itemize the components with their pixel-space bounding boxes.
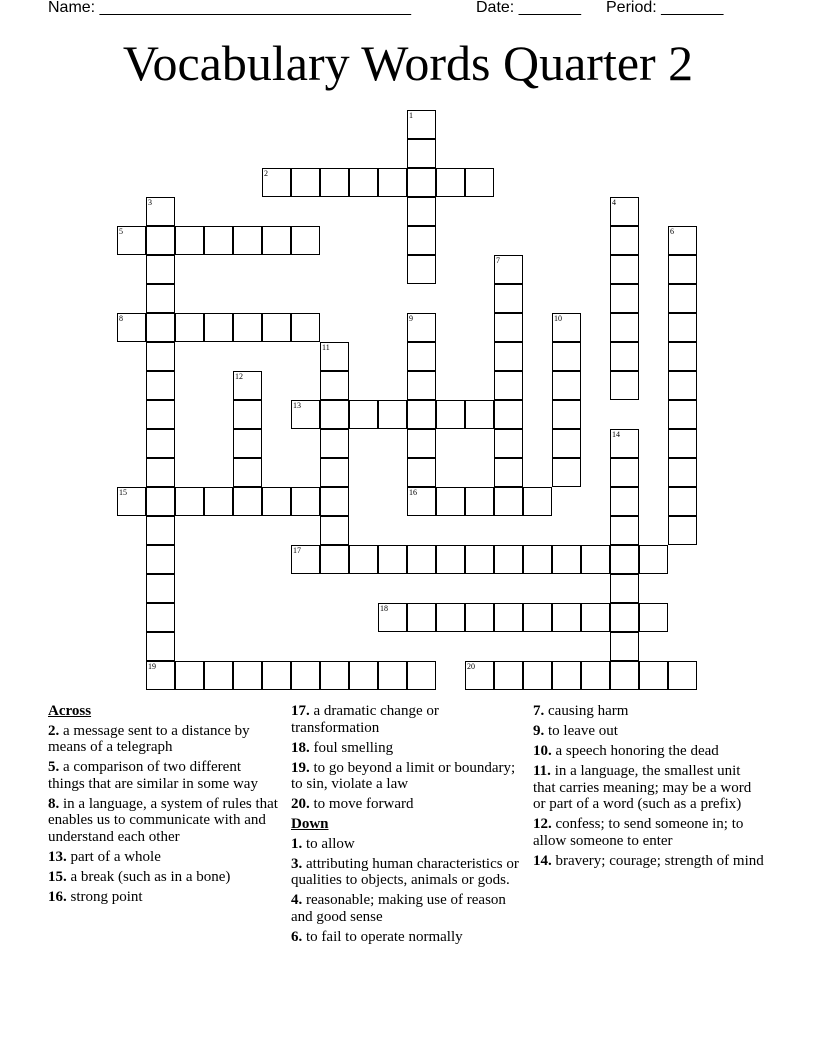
crossword-cell[interactable] <box>581 545 610 574</box>
crossword-cell[interactable] <box>494 487 523 516</box>
crossword-cell[interactable] <box>610 632 639 661</box>
crossword-cell[interactable] <box>233 661 262 690</box>
crossword-cell[interactable] <box>494 400 523 429</box>
crossword-cell[interactable] <box>668 516 697 545</box>
crossword-cell[interactable] <box>610 516 639 545</box>
crossword-cell[interactable] <box>233 458 262 487</box>
clue-number-label: 1 <box>409 111 413 120</box>
crossword-cell[interactable] <box>494 603 523 632</box>
clue-across-16: 16. strong point <box>48 888 143 905</box>
crossword-cell[interactable] <box>552 458 581 487</box>
crossword-cell[interactable] <box>204 226 233 255</box>
crossword-cell[interactable] <box>668 342 697 371</box>
crossword-cell[interactable] <box>610 458 639 487</box>
page-title: Vocabulary Words Quarter 2 <box>122 35 694 91</box>
clue-across-2: 2. a message sent to a distance by means of a telegraph <box>48 722 250 755</box>
crossword-cell[interactable] <box>262 487 291 516</box>
crossword-cell[interactable] <box>146 487 175 516</box>
crossword-cell[interactable] <box>523 661 552 690</box>
crossword-cell[interactable] <box>552 400 581 429</box>
crossword-cell[interactable] <box>175 313 204 342</box>
clue-number-label: 17 <box>293 546 301 555</box>
crossword-cell[interactable] <box>639 545 668 574</box>
crossword-cell[interactable] <box>668 313 697 342</box>
crossword-cell[interactable] <box>204 313 233 342</box>
crossword-cell[interactable] <box>262 313 291 342</box>
crossword-cell[interactable] <box>233 313 262 342</box>
crossword-cell[interactable] <box>233 429 262 458</box>
crossword-cell[interactable] <box>610 226 639 255</box>
clue-down-4: 4. reasonable; making use of reason and good sense <box>291 892 506 925</box>
crossword-cell[interactable] <box>668 661 697 690</box>
crossword-cell[interactable] <box>407 661 436 690</box>
crossword-cell[interactable] <box>146 458 175 487</box>
clue-across-18: 18. foul smelling <box>291 739 394 756</box>
crossword-cell[interactable] <box>494 284 523 313</box>
crossword-cell[interactable] <box>407 603 436 632</box>
crossword-cell[interactable] <box>407 429 436 458</box>
clue-down-3: 3. attributing human characteristics or qualities to objects, animals or gods. <box>291 855 519 888</box>
clues-column-1 <box>48 703 280 909</box>
crossword-cell[interactable] <box>291 661 320 690</box>
crossword-cell[interactable] <box>407 255 436 284</box>
crossword-cell[interactable] <box>610 487 639 516</box>
clue-across-5: 5. a comparison of two different things that are similar in some way <box>48 759 258 792</box>
clue-number-label: 2 <box>264 169 268 178</box>
crossword-cell[interactable] <box>146 516 175 545</box>
clue-number-label: 5 <box>119 227 123 236</box>
crossword-cell[interactable] <box>204 661 233 690</box>
crossword-cell[interactable] <box>610 284 639 313</box>
crossword-cell[interactable] <box>552 603 581 632</box>
crossword-cell[interactable] <box>146 371 175 400</box>
clue-number-label: 3 <box>148 198 152 207</box>
date-field-label[interactable]: Date: _______ <box>476 0 581 16</box>
crossword-cell[interactable] <box>407 139 436 168</box>
crossword-cell[interactable] <box>465 400 494 429</box>
period-field-label[interactable]: Period: _______ <box>606 0 724 16</box>
crossword-cell[interactable] <box>175 661 204 690</box>
crossword-cell[interactable] <box>668 284 697 313</box>
crossword-cell[interactable] <box>552 429 581 458</box>
crossword-cell[interactable] <box>610 574 639 603</box>
crossword-cell[interactable] <box>378 400 407 429</box>
crossword-cell[interactable] <box>146 313 175 342</box>
clue-number-label: 13 <box>293 401 301 410</box>
crossword-cell[interactable] <box>349 400 378 429</box>
clue-number-label: 9 <box>409 314 413 323</box>
crossword-cell[interactable] <box>349 661 378 690</box>
crossword-cell[interactable] <box>668 429 697 458</box>
crossword-cell[interactable] <box>494 661 523 690</box>
crossword-cell[interactable] <box>146 545 175 574</box>
clue-across-20: 20. to move forward <box>291 796 414 812</box>
clue-number-label: 12 <box>235 372 243 381</box>
crossword-cell[interactable] <box>233 487 262 516</box>
name-field-label[interactable]: Name: ___________________________________ <box>48 0 412 16</box>
crossword-cell[interactable] <box>610 545 639 574</box>
crossword-cell[interactable] <box>291 168 320 197</box>
crossword-cell[interactable] <box>581 661 610 690</box>
clue-down-1: 1. to allow <box>291 835 355 852</box>
crossword-cell[interactable] <box>581 603 610 632</box>
crossword-cell[interactable] <box>523 545 552 574</box>
clue-across-17: 17. a dramatic change or transformation <box>291 703 439 736</box>
crossword-cell[interactable] <box>291 487 320 516</box>
crossword-cell[interactable] <box>146 226 175 255</box>
crossword-cell[interactable] <box>610 342 639 371</box>
crossword-cell[interactable] <box>233 226 262 255</box>
crossword-cell[interactable] <box>233 400 262 429</box>
crossword-cell[interactable] <box>465 603 494 632</box>
crossword-cell[interactable] <box>378 168 407 197</box>
crossword-cell[interactable] <box>494 458 523 487</box>
crossword-cell[interactable] <box>552 545 581 574</box>
clue-across-8: 8. in a language, a system of rules that enables us to communicate with and understand each other <box>48 795 278 845</box>
clue-number-label: 7 <box>496 256 500 265</box>
crossword-cell[interactable] <box>349 545 378 574</box>
crossword-cell[interactable] <box>523 603 552 632</box>
clue-number-label: 4 <box>612 198 616 207</box>
crossword-cell[interactable] <box>320 661 349 690</box>
crossword-cell[interactable] <box>320 400 349 429</box>
crossword-cell[interactable] <box>494 429 523 458</box>
clue-down-7: 7. causing harm <box>533 703 629 719</box>
crossword-cell[interactable] <box>407 371 436 400</box>
crossword-cell[interactable] <box>610 255 639 284</box>
crossword-cell[interactable] <box>436 603 465 632</box>
down-heading: Down <box>291 816 329 832</box>
clue-number-label: 20 <box>467 662 475 671</box>
crossword-cell[interactable] <box>668 458 697 487</box>
crossword-cell[interactable] <box>523 487 552 516</box>
clue-number-label: 11 <box>322 343 330 352</box>
crossword-cell[interactable] <box>407 168 436 197</box>
crossword-cell[interactable] <box>407 400 436 429</box>
crossword-cell[interactable] <box>262 661 291 690</box>
crossword-cell[interactable] <box>175 487 204 516</box>
crossword-cell[interactable] <box>668 371 697 400</box>
crossword-cell[interactable] <box>494 342 523 371</box>
clue-down-11: 11. in a language, the smallest unit that carries meaning; may be a word or part of a word (such as a prefix) <box>533 763 752 812</box>
crossword-cell[interactable] <box>668 487 697 516</box>
crossword-cell[interactable] <box>175 226 204 255</box>
crossword-cell[interactable] <box>378 661 407 690</box>
crossword-cell[interactable] <box>436 545 465 574</box>
crossword-cell[interactable] <box>407 342 436 371</box>
crossword-cell[interactable] <box>146 429 175 458</box>
crossword-cell[interactable] <box>407 458 436 487</box>
crossword-cell[interactable] <box>262 226 291 255</box>
clue-number-label: 16 <box>409 488 417 497</box>
crossword-cell[interactable] <box>146 603 175 632</box>
crossword-cell[interactable] <box>349 168 378 197</box>
crossword-cell[interactable] <box>436 487 465 516</box>
crossword-cell[interactable] <box>494 313 523 342</box>
crossword-cell[interactable] <box>320 429 349 458</box>
crossword-cell[interactable] <box>146 574 175 603</box>
clue-down-10: 10. a speech honoring the dead <box>533 743 719 759</box>
crossword-cell[interactable] <box>407 197 436 226</box>
crossword-cell[interactable] <box>407 545 436 574</box>
crossword-cell[interactable] <box>668 400 697 429</box>
crossword-cell[interactable] <box>291 226 320 255</box>
clue-across-15: 15. a break (such as in a bone) <box>48 868 231 885</box>
crossword-cell[interactable] <box>552 661 581 690</box>
clues-column-2 <box>291 703 523 949</box>
clue-down-9: 9. to leave out <box>533 723 618 739</box>
crossword-cell[interactable] <box>465 168 494 197</box>
crossword-cell[interactable] <box>668 255 697 284</box>
crossword-cell[interactable] <box>146 632 175 661</box>
crossword-cell[interactable] <box>494 371 523 400</box>
crossword-cell[interactable] <box>378 545 407 574</box>
crossword-cell[interactable] <box>610 661 639 690</box>
crossword-cell[interactable] <box>320 168 349 197</box>
crossword-cell[interactable] <box>146 284 175 313</box>
clue-number-label: 18 <box>380 604 388 613</box>
crossword-cell[interactable] <box>639 661 668 690</box>
crossword-cell[interactable] <box>204 487 233 516</box>
clue-across-19: 19. to go beyond a limit or boundary; to sin, violate a law <box>291 759 516 792</box>
across-heading: Across <box>48 703 92 719</box>
crossword-cell[interactable] <box>494 545 523 574</box>
crossword-cell[interactable] <box>610 603 639 632</box>
clue-number-label: 14 <box>612 430 620 439</box>
clue-number-label: 6 <box>670 227 674 236</box>
clues-column-3 <box>533 703 765 873</box>
crossword-cell[interactable] <box>320 487 349 516</box>
crossword-cell[interactable] <box>320 371 349 400</box>
crossword-cell[interactable] <box>552 342 581 371</box>
crossword-cell[interactable] <box>436 400 465 429</box>
crossword-cell[interactable] <box>436 168 465 197</box>
crossword-cell[interactable] <box>320 545 349 574</box>
clue-number-label: 10 <box>554 314 562 323</box>
clue-across-13: 13. part of a whole <box>48 848 161 865</box>
crossword-cell[interactable] <box>146 255 175 284</box>
crossword-cell[interactable] <box>291 313 320 342</box>
crossword-cell[interactable] <box>610 371 639 400</box>
clue-number-label: 19 <box>148 662 156 671</box>
clue-down-6: 6. to fail to operate normally <box>291 928 463 945</box>
crossword-cell[interactable] <box>146 400 175 429</box>
clue-down-12: 12. confess; to send someone in; to allow someone to enter <box>533 816 744 849</box>
crossword-cell[interactable] <box>320 458 349 487</box>
clue-down-14: 14. bravery; courage; strength of mind <box>533 852 764 869</box>
crossword-cell[interactable] <box>552 371 581 400</box>
crossword-cell[interactable] <box>610 313 639 342</box>
crossword-cell[interactable] <box>465 545 494 574</box>
clue-number-label: 8 <box>119 314 123 323</box>
crossword-cell[interactable] <box>320 516 349 545</box>
crossword-cell[interactable] <box>407 226 436 255</box>
clue-number-label: 15 <box>119 488 127 497</box>
crossword-cell[interactable] <box>639 603 668 632</box>
crossword-cell[interactable] <box>146 342 175 371</box>
crossword-cell[interactable] <box>465 487 494 516</box>
